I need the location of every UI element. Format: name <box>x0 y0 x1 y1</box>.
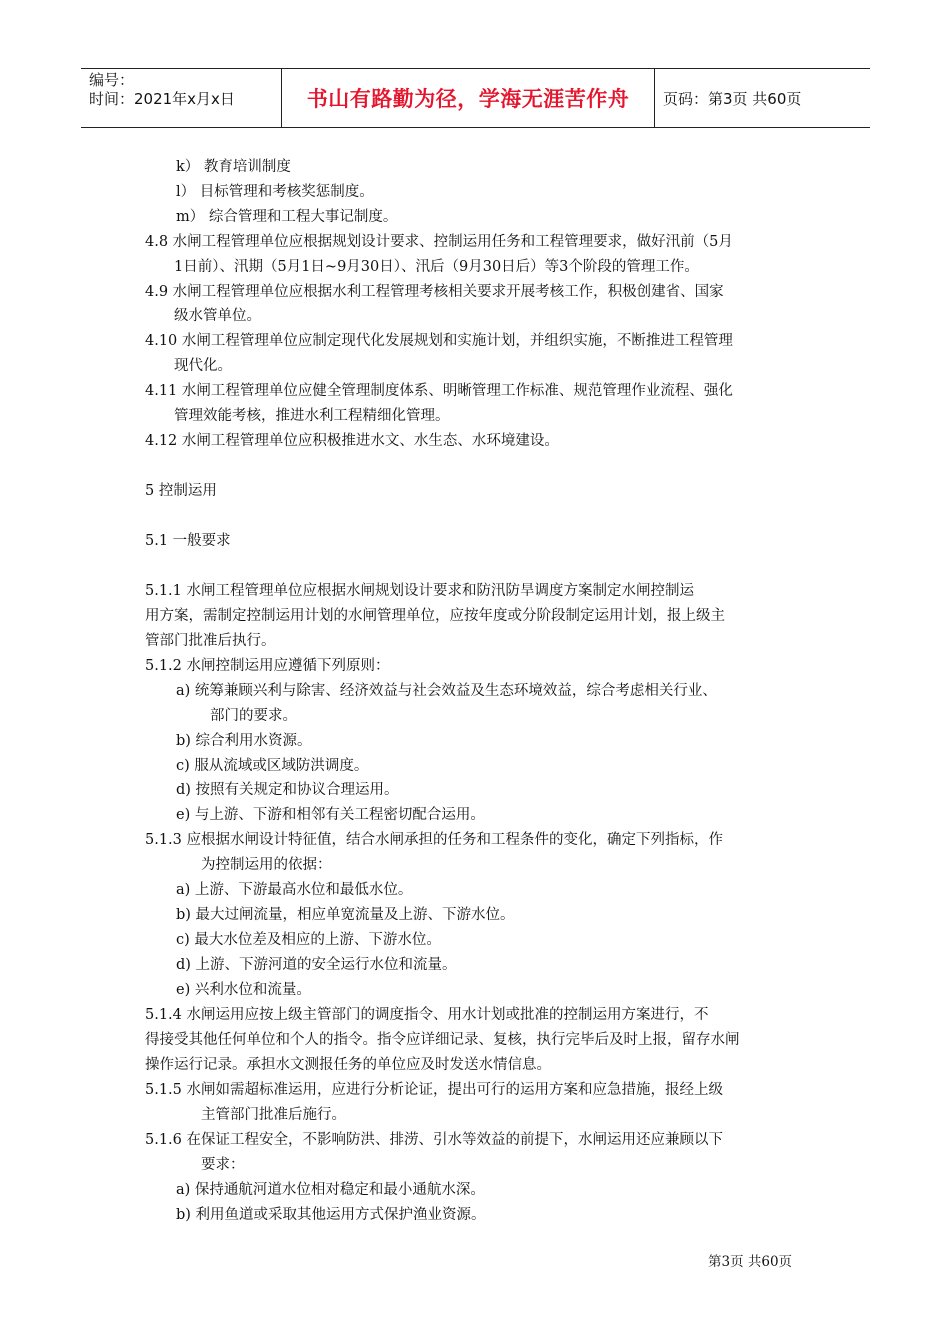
text-line: 5.1.2 水闸控制运用应遵循下列原则： <box>145 658 390 674</box>
list-item: a) 保持通航河道水位相对稳定和最小通航水深。 <box>176 1182 485 1198</box>
list-item: e) 与上游、下游和相邻有关工程密切配合运用。 <box>176 807 485 823</box>
list-item: a) 统筹兼顾兴利与除害、经济效益与社会效益及生态环境效益，综合考虑相关行业、 <box>176 683 717 699</box>
text-line: 为控制运用的依据： <box>201 857 332 873</box>
page-header <box>81 68 870 128</box>
list-item: d) 按照有关规定和协议合理运用。 <box>176 782 399 798</box>
text-line: 管理效能考核，推进水利工程精细化管理。 <box>174 408 450 424</box>
subsection-heading: 5.1 一般要求 <box>145 533 231 549</box>
list-item: b) 综合利用水资源。 <box>176 733 312 749</box>
text-line: 级水管单位。 <box>174 308 261 324</box>
list-item: b) 最大过闸流量，相应单宽流量及上游、下游水位。 <box>176 907 515 923</box>
text-line: 管部门批准后执行。 <box>145 633 276 649</box>
text-line: 用方案，需制定控制运用计划的水闸管理单位，应按年度或分阶段制定运用计划，报上级主 <box>145 608 725 624</box>
text-line: m） 综合管理和工程大事记制度。 <box>176 209 398 225</box>
text-line: 4.12 水闸工程管理单位应积极推进水文、水生态、水环境建设。 <box>145 433 559 449</box>
list-item: c) 服从流域或区域防洪调度。 <box>176 758 369 774</box>
text-line: 4.10 水闸工程管理单位应制定现代化发展规划和实施计划，并组织实施，不断推进工程管理 <box>145 333 733 349</box>
list-item: b) 利用鱼道或采取其他运用方式保护渔业资源。 <box>176 1207 486 1223</box>
text-line: 4.8 水闸工程管理单位应根据规划设计要求、控制运用任务和工程管理要求，做好汛前（5月 <box>145 234 733 250</box>
text-line: k） 教育培训制度 <box>176 159 291 175</box>
text-line: 5.1.4 水闸运用应按上级主管部门的调度指令、用水计划或批准的控制运用方案进行，不 <box>145 1007 709 1023</box>
document-time-label: 时间：2021年x月x日 <box>89 90 235 108</box>
page-footer: 第3页 共60页 <box>708 1254 793 1270</box>
header-meta <box>81 69 281 127</box>
header-page-label: 页码：第3页 共60页 <box>663 89 802 108</box>
list-item: e) 兴利水位和流量。 <box>176 982 311 998</box>
text-line: 5.1.6 在保证工程安全，不影响防洪、排涝、引水等效益的前提下，水闸运用还应兼顾以下 <box>145 1132 723 1148</box>
text-line: 现代化。 <box>174 358 232 374</box>
list-item: d) 上游、下游河道的安全运行水位和流量。 <box>176 957 457 973</box>
document-number-label: 编号： <box>89 71 135 89</box>
text-line: 1日前）、汛期（5月1日~9月30日）、汛后（9月30日后）等3个阶段的管理工作。 <box>174 259 699 275</box>
text-line: 5.1.1 水闸工程管理单位应根据水闸规划设计要求和防汛防旱调度方案制定水闸控制运 <box>145 583 695 599</box>
text-line: 4.9 水闸工程管理单位应根据水利工程管理考核相关要求开展考核工作，积极创建省、国家 <box>145 284 724 300</box>
text-line: 操作运行记录。承担水文测报任务的单位应及时发送水情信息。 <box>145 1057 551 1073</box>
list-item: c) 最大水位差及相应的上游、下游水位。 <box>176 932 441 948</box>
text-line: 5.1.3 应根据水闸设计特征值，结合水闸承担的任务和工程条件的变化，确定下列指标，作 <box>145 832 723 848</box>
text-line: l） 目标管理和考核奖惩制度。 <box>176 184 374 200</box>
text-line: 部门的要求。 <box>210 708 297 724</box>
text-line: 5.1.5 水闸如需超标准运用，应进行分析论证，提出可行的运用方案和应急措施，报经上级 <box>145 1082 723 1098</box>
text-line: 4.11 水闸工程管理单位应健全管理制度体系、明晰管理工作标准、规范管理作业流程、强化 <box>145 383 733 399</box>
list-item: a) 上游、下游最高水位和最低水位。 <box>176 882 413 898</box>
text-line: 得接受其他任何单位和个人的指令。指令应详细记录、复核，执行完毕后及时上报，留存水闸 <box>145 1032 740 1048</box>
section-heading: 5 控制运用 <box>145 483 217 499</box>
text-line: 主管部门批准后施行。 <box>201 1107 346 1123</box>
text-line: 要求： <box>201 1157 245 1173</box>
header-motto: 书山有路勤为径，学海无涯苦作舟 <box>281 69 655 127</box>
